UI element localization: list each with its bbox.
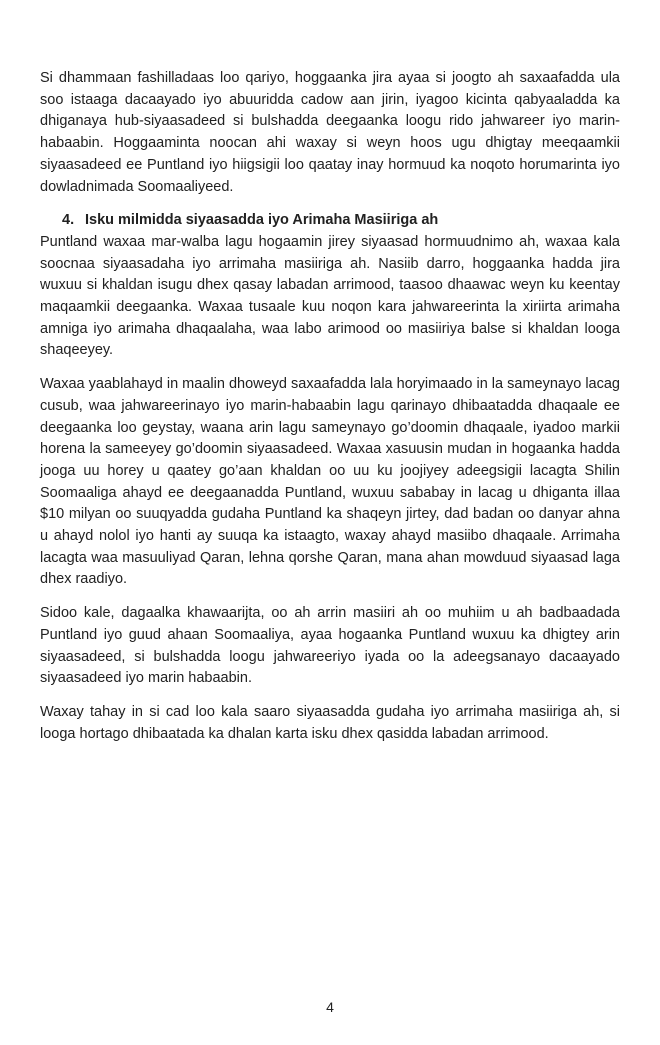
paragraph-5: Waxay tahay in si cad loo kala saaro siyaasadda gudaha iyo arrimaha masiiriga ah, si looga hortago dhibaatada ka dhalan karta isku dhex qasidda labadan arrimood. xyxy=(40,703,620,742)
paragraph-1: Si dhammaan fashilladaas loo qariyo, hoggaanka jira ayaa si joogto ah saxaafadda ula soo istaaga dacaayado iyo abuuridda cadow aan jirin, iyagoo kicinta qabyaaladda ka dhiganaya hub-siyaasadeed si bulshadda deegaanka loogu rido jahwareer iyo marin-habaabin. Hoggaaminta noocan ahi waxay si weyn hoos ugu dhigtay meeqaamkii siyaasadeed ee Puntland iyo hiigsigii loo qaatay inay hormuud ka noqoto horumarinta iyo dowladnimada Soomaaliyeed. xyxy=(40,70,620,195)
section-heading-title: Isku milmidda siyaasadda iyo Arimaha Masiiriga ah xyxy=(85,212,439,229)
paragraph-4: Sidoo kale, dagaalka khawaarijta, oo ah arrin masiiri ah oo muhiim u ah badbaadada Puntland iyo guud ahaan Soomaaliya, ayaa hogaanka Puntland wuxuu ka dhigtey arin siyaasadeed, si bulshadda loogu jahwareeriyo iyada oo la adeegsanayo dacaayado siyaasadeed iyo marin habaabin. xyxy=(40,605,620,687)
page-number: 4 xyxy=(326,999,334,1015)
section-heading-number: 4. xyxy=(62,212,75,229)
paragraph-3: Waxaa yaablahayd in maalin dhoweyd saxaafadda lala horyimaado in la sameynayo lacag cusub, waa jahwareerinayo iyo marin-habaabin lagu qarinayo dhibaatadda dhaqaale ee deegaanka loo geystay, waana arin lagu sameynayo go’doomin dhaqaale, iyadoo markii horena la sameeyey go’doomin siyaasadeed. Waxaa xasuusin mudan in hogaanka hadda jooga uu horey u qaatey go’aan khaldan oo uu ku joojiyey adeegsigii lacagta Shilin Soomaaliga ahayd ee deegaanadda Puntland, wuxuu sababay in lacag u dhiganta illaa $10 milyan oo suuqyadda gudaha Puntland ka shaqeyn jirtey, dad badan oo danyar ahna u ahayd nolol iyo hanti ay suuqa ka istaagto, waxay ahayd masiibo dhaqaale. Arrimaha lacagta waa masuuliyad Qaran, lehna qorshe Qaran, mana ahan mowduud siyaasad laga dhex raadiyo. xyxy=(40,376,620,588)
section-heading xyxy=(40,210,620,232)
paragraph-2: Puntland waxaa mar-walba lagu hogaamin jirey siyaasad hormuudnimo ah, waxaa kala soocnaa siyaasadaha iyo arrimaha masiiriga ah. Nasiib darro, hoggaanka hadda jira wuxuu si khaldan isugu dhex qasay labadan arrimood, taasoo dhaawac weyn ku keentay maqaamkii deegaanka. Waxaa tusaale kuu noqon kara jahwareerinta la xiriirta arimaha amniga iyo arimaha dhaqaalaha, waa labo arimood oo masiiriya balse si khaldan looga shaqeeyey. xyxy=(40,233,620,359)
